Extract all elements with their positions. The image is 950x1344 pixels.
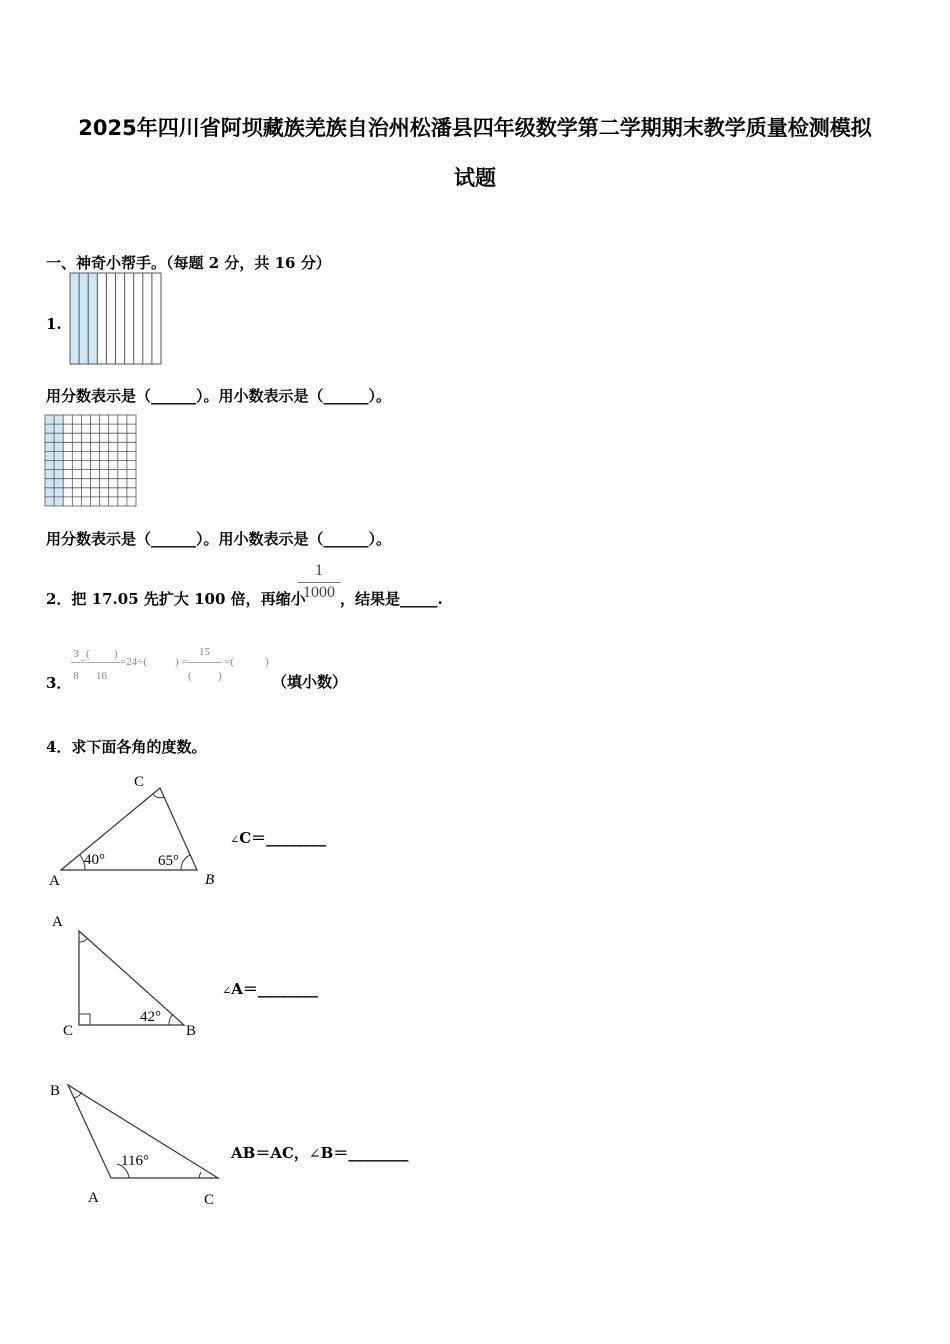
vertex-c-label: C [204,1192,215,1208]
given-condition: AB＝AC， [231,1144,309,1162]
angle-a-value: 40° [84,852,105,868]
page-title: 2025年四川省阿坝藏族羌族自治州松潘县四年级数学第二学期期末教学质量检测模拟 [78,116,872,140]
page-title-line2: 试题 [454,166,496,190]
triangle-2-outline [79,931,184,1025]
hundredths-grid-figure [44,414,138,508]
vertex-a-label: A [49,873,60,889]
vertex-b-label: B [205,872,215,888]
equals-blank: =( [224,656,234,668]
angle-symbol: ∠ [308,1146,321,1162]
triangle-3-answer [231,1142,408,1163]
fraction-bar [188,662,222,663]
angle-a-arc [79,939,87,942]
fraction-denominator-16: 16 [96,670,107,682]
fraction-numerator-15: 15 [199,646,210,658]
equals-sign: = [80,656,87,668]
triangle-2-answer [222,978,318,999]
angle-symbol: ∠ [230,833,240,846]
question-1a-prompt: 用分数表示是（______）。用小数表示是（______）。 [46,387,392,405]
fraction-numerator: 1 [315,562,323,579]
triangle-2-figure [44,908,214,1043]
blank-close-paren: ) [265,656,269,668]
fraction-bar [86,662,120,663]
angle-a-value: 116° [121,1153,149,1169]
vertex-a-label: A [52,914,63,930]
question-3-number: 3． [46,674,72,692]
blank-open-paren: ( [86,648,90,660]
tenths-strip-figure [69,272,163,366]
blank-close-paren: ) [175,656,179,668]
fraction-bar [71,662,80,663]
blank-open-paren: ( [188,670,192,682]
shaded-region [70,273,97,364]
equals-sign: = [182,656,189,668]
question-2-text: 2．把 17.05 先扩大 100 倍，再缩小 [46,590,306,608]
vertex-b-label: B [186,1023,197,1039]
angle-b-arc [169,1014,173,1025]
blank-close-paren: ) [218,670,222,682]
angle-b-arc [74,1092,82,1098]
vertex-a-label: A [88,1190,99,1206]
section-heading: 一、神奇小帮手。（每题 2 分，共 16 分） [46,254,331,272]
vertex-c-label: C [134,774,145,790]
vertex-b-label: B [50,1083,61,1099]
triangle-1-answer [230,827,326,848]
blank-close-paren: ) [114,648,118,660]
triangle-3-figure [44,1076,234,1211]
triangle-1-answer-text: C＝________ [239,829,327,847]
triangle-3-answer-text: B＝________ [320,1144,409,1162]
angle-symbol: ∠ [222,984,232,997]
fraction-1-1000 [298,562,340,602]
fraction-3-8-denominator: 8 [73,670,79,682]
question-4-prompt: 4．求下面各角的度数。 [46,738,207,756]
angle-b-value: 42° [140,1009,161,1025]
division-expression: =24÷( [120,656,147,668]
question-2-answer: ，结果是_____. [340,590,443,608]
triangle-2-answer-text: A＝________ [231,980,318,998]
question-3-note: （填小数） [272,673,348,691]
fraction-3-8-numerator: 3 [73,648,79,660]
vertex-c-label: C [63,1023,74,1039]
question-1b-prompt: 用分数表示是（______）。用小数表示是（______）。 [46,530,392,548]
angle-b-value: 65° [158,853,179,869]
right-angle-marker [79,1014,90,1025]
angle-c-arc [199,1172,201,1178]
triangle-1-figure [44,768,234,893]
angle-b-arc [181,855,190,870]
question-1-number: 1. [46,315,62,333]
fraction-denominator: 1000 [298,582,340,602]
